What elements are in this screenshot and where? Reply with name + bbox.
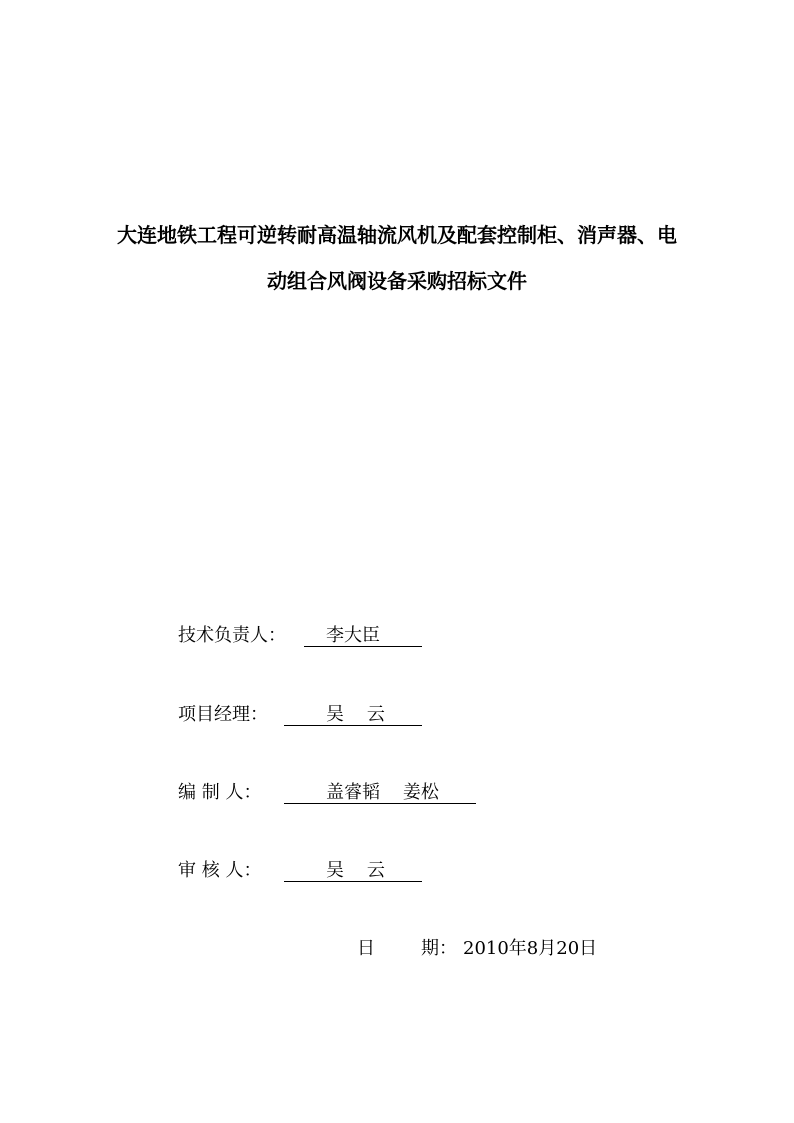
signature-label: 技术负责人： <box>178 625 286 646</box>
signature-value: 吴 云 <box>284 859 422 882</box>
signature-value: 李大臣 <box>304 624 422 647</box>
date-value: 2010年8月20日 <box>463 938 598 959</box>
date-label-ri: 日 <box>357 938 375 959</box>
date-label-qi: 期： <box>421 938 457 959</box>
signature-value: 盖睿韬 姜松 <box>284 781 476 804</box>
document-title-line-2: 动组合风阀设备采购招标文件 <box>267 269 527 293</box>
signature-label: 编 制 人： <box>178 782 262 803</box>
document-title-line-1: 大连地铁工程可逆转耐高温轴流风机及配套控制柜、消声器、电 <box>117 223 677 247</box>
signature-label: 项目经理： <box>178 704 268 725</box>
signature-value: 吴 云 <box>284 703 422 726</box>
signature-label: 审 核 人： <box>178 860 262 881</box>
